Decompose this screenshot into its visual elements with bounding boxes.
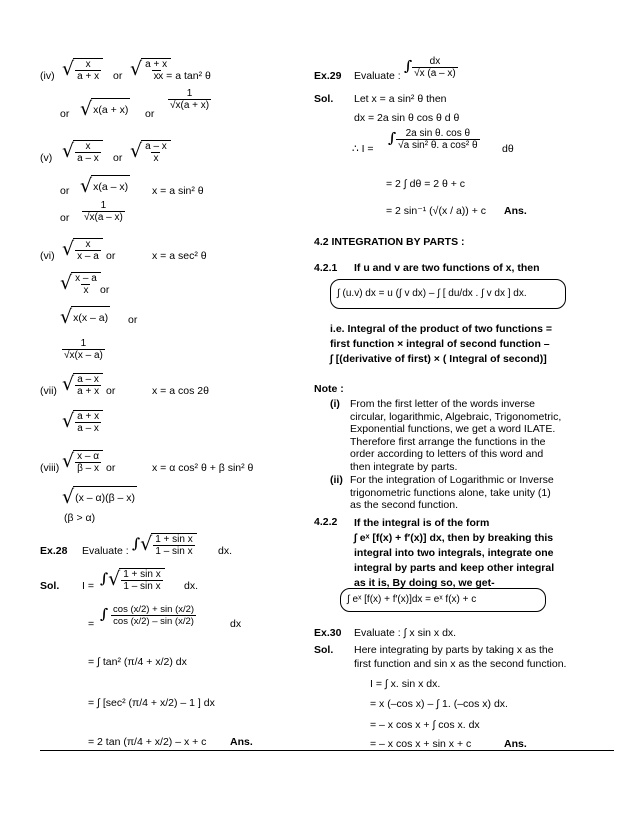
item-label-iv: (iv) — [40, 70, 55, 82]
ie-line: i.e. Integral of the product of two functions = — [330, 323, 552, 335]
dx-text: dx — [230, 618, 242, 630]
integrand-ex29: ∫ $\frac{dx}{√x (a - x)}$ — [404, 56, 456, 79]
solution-line: dx = 2a sin θ cos θ d θ — [354, 112, 460, 124]
integrand-sol28: ∫ √ $\frac{\text{1 + sin x}}{\text{1 – sin x}}$ — [100, 568, 165, 592]
ie-line: ∫ [(derivative of first) × ( Integral of second)] — [330, 353, 547, 365]
integrand-sol29: ∫ $\frac{\text{2a sin θ. cos θ}}{\text{√a sin² θ. a cos² θ}}$ — [388, 128, 478, 151]
radical-iv-2: √ $\frac{a + x}{x}$ — [130, 58, 171, 82]
or-text: or — [60, 212, 70, 224]
example-label-30: Ex.30 — [314, 627, 342, 639]
substitution-vi: x = a sec² θ — [152, 250, 207, 262]
formula-box-2 — [340, 588, 546, 612]
note-item-label: (ii) — [330, 474, 343, 486]
solution-line: = 2 ∫ dθ = 2 θ + c — [386, 178, 466, 190]
radical-v-1: √ $\frac{x}{a - x}$ — [62, 140, 103, 164]
therefore-text: ∴ I = — [352, 143, 374, 155]
section-heading-4-2: 4.2 INTEGRATION BY PARTS : — [314, 236, 465, 248]
item-label-vii: (vii) — [40, 385, 57, 397]
radical-v-2: √ $\frac{a - x}{x}$ — [130, 140, 171, 164]
or-text: or — [106, 462, 116, 474]
substitution-viii: x = α cos² θ + β sin² θ — [152, 462, 254, 474]
substitution-vii: x = a cos 2θ — [152, 385, 209, 397]
step3-expression: = ∫ [sec² (π/4 + x/2) – 1 ] dx — [88, 697, 215, 709]
solution-line: Let x = a sin² θ then — [354, 93, 447, 105]
radical-viii-2: √ (x – α)(β – x) — [62, 486, 136, 508]
solution-label-30: Sol. — [314, 644, 334, 656]
dtheta-text: dθ — [502, 143, 514, 155]
formula-exp: ∫ eˣ [f(x) + f′(x)]dx = eˣ f(x) + c — [347, 594, 477, 605]
or-text: or — [100, 284, 110, 296]
solution-line: first function and sin x as the second function. — [354, 658, 567, 670]
or-text: or — [145, 108, 155, 120]
note-label: Note : — [314, 383, 344, 395]
radical-vi-1: √ $\frac{x}{x - a}$ — [62, 238, 103, 262]
step-line: = – x cos x + ∫ cos x. dx — [370, 719, 480, 731]
substitution-v: x = a sin² θ — [152, 185, 204, 197]
fraction-iv-4: $\frac{1}{√x(a + x)}$ — [170, 88, 210, 111]
solution-line: Here integrating by parts by taking x as the — [354, 644, 554, 656]
subsection-number: 4.2.2 — [314, 516, 338, 528]
integrand-ex28: ∫ √ $\frac{\text{1 + sin x}}{\text{1 – sin x}}$ — [132, 533, 197, 557]
item-label-viii: (viii) — [40, 462, 60, 474]
formula-box-1 — [330, 279, 566, 309]
radical-vi-2: √ $\frac{x - a}{x}$ — [60, 272, 101, 296]
note-i-text: From the first letter of the words inverse circular, logarithmic, Algebraic, Trigonometric, Exponential functions, we get a word ILATE. Therefore first arrange the functions in the order according to letters of this word and then integrate by parts. — [350, 398, 562, 473]
subsection-text: If u and v are two functions of x, then — [354, 262, 540, 274]
step-line: = x (–cos x) – ∫ 1. (–cos x) dx. — [370, 698, 508, 710]
fraction-vi-4: $\frac{1}{√x(x - a)}$ — [64, 338, 103, 361]
solution-label-28: Sol. — [40, 580, 60, 592]
radical-vi-3: √ x(x – a) — [60, 306, 109, 328]
answer-label: Ans. — [504, 205, 527, 217]
or-text: or — [128, 314, 138, 326]
step1-expression: ∫ $\frac{\cos (x/2) + \sin (x/2)}{\cos (x/2) - \sin (x/2)}$ — [100, 604, 195, 627]
step2-expression: = ∫ tan² (π/4 + x/2) dx — [88, 656, 187, 668]
or-text: or — [60, 185, 70, 197]
example-text-28: Evaluate : — [82, 545, 129, 557]
example-label-28: Ex.28 — [40, 545, 68, 557]
step-line: I = ∫ x. sin x dx. — [370, 678, 441, 690]
answer-label: Ans. — [504, 738, 527, 750]
or-text: or — [113, 70, 123, 82]
or-text: or — [106, 250, 116, 262]
answer-label: Ans. — [230, 736, 253, 748]
or-text: or — [113, 152, 123, 164]
item-label-v: (v) — [40, 152, 53, 164]
example-label-29: Ex.29 — [314, 70, 342, 82]
fraction-v-4: $\frac{1}{√x(a - x)}$ — [84, 200, 123, 223]
lhs-text: I = — [82, 580, 94, 592]
subsection-number: 4.2.1 — [314, 262, 338, 274]
formula-by-parts: ∫ (u.v) dx = u (∫ v dx) – ∫ [ du/dx . ∫ v dx ] dx. — [337, 288, 527, 299]
step4-expression: = 2 tan (π/4 + x/2) – x + c — [88, 736, 207, 748]
radical-vii-1: √ $\frac{a - x}{a + x}$ — [62, 373, 103, 397]
solution-line: = 2 sin⁻¹ (√(x / a)) + c — [386, 205, 486, 217]
step-line: = – x cos x + sin x + c — [370, 738, 472, 750]
radical-vii-2: √ $\frac{a + x}{a - x}$ — [62, 410, 103, 434]
dx-text: dx. — [184, 580, 199, 592]
or-text: or — [60, 108, 70, 120]
example-text-30: Evaluate : ∫ x sin x dx. — [354, 627, 457, 639]
example-text-29: Evaluate : — [354, 70, 401, 82]
radical-viii-1: √ $\frac{x - \alpha}{\beta - x}$ — [62, 450, 103, 474]
subsection-4-2-2-text: If the integral is of the form ∫ eˣ [f(x) + f′(x)] dx, then by breaking this integral into two integrals, integrate one integral by parts and keep other integral as it is, By doing so, we get- — [354, 517, 555, 589]
item-label-vi: (vi) — [40, 250, 55, 262]
radical-v-3: √ x(a – x) — [80, 175, 129, 197]
footer-rule — [40, 750, 614, 751]
dx-text: dx. — [218, 545, 233, 557]
substitution-iv: x = a tan² θ — [158, 70, 211, 82]
radical-iv-3: √ x(a + x) — [80, 98, 129, 120]
or-text: or — [106, 385, 116, 397]
note-ii-text: For the integration of Logarithmic or Inverse trigonometric functions alone, take unity (1) as the second function. — [350, 474, 554, 512]
radical-iv-1: √ $\frac{x}{a + x}$ — [62, 58, 103, 82]
equals-sign: = — [88, 618, 95, 630]
condition-text: (β > α) — [64, 512, 96, 524]
ie-line: first function × integral of second function – — [330, 338, 550, 350]
note-item-label: (i) — [330, 398, 340, 410]
solution-label-29: Sol. — [314, 93, 334, 105]
